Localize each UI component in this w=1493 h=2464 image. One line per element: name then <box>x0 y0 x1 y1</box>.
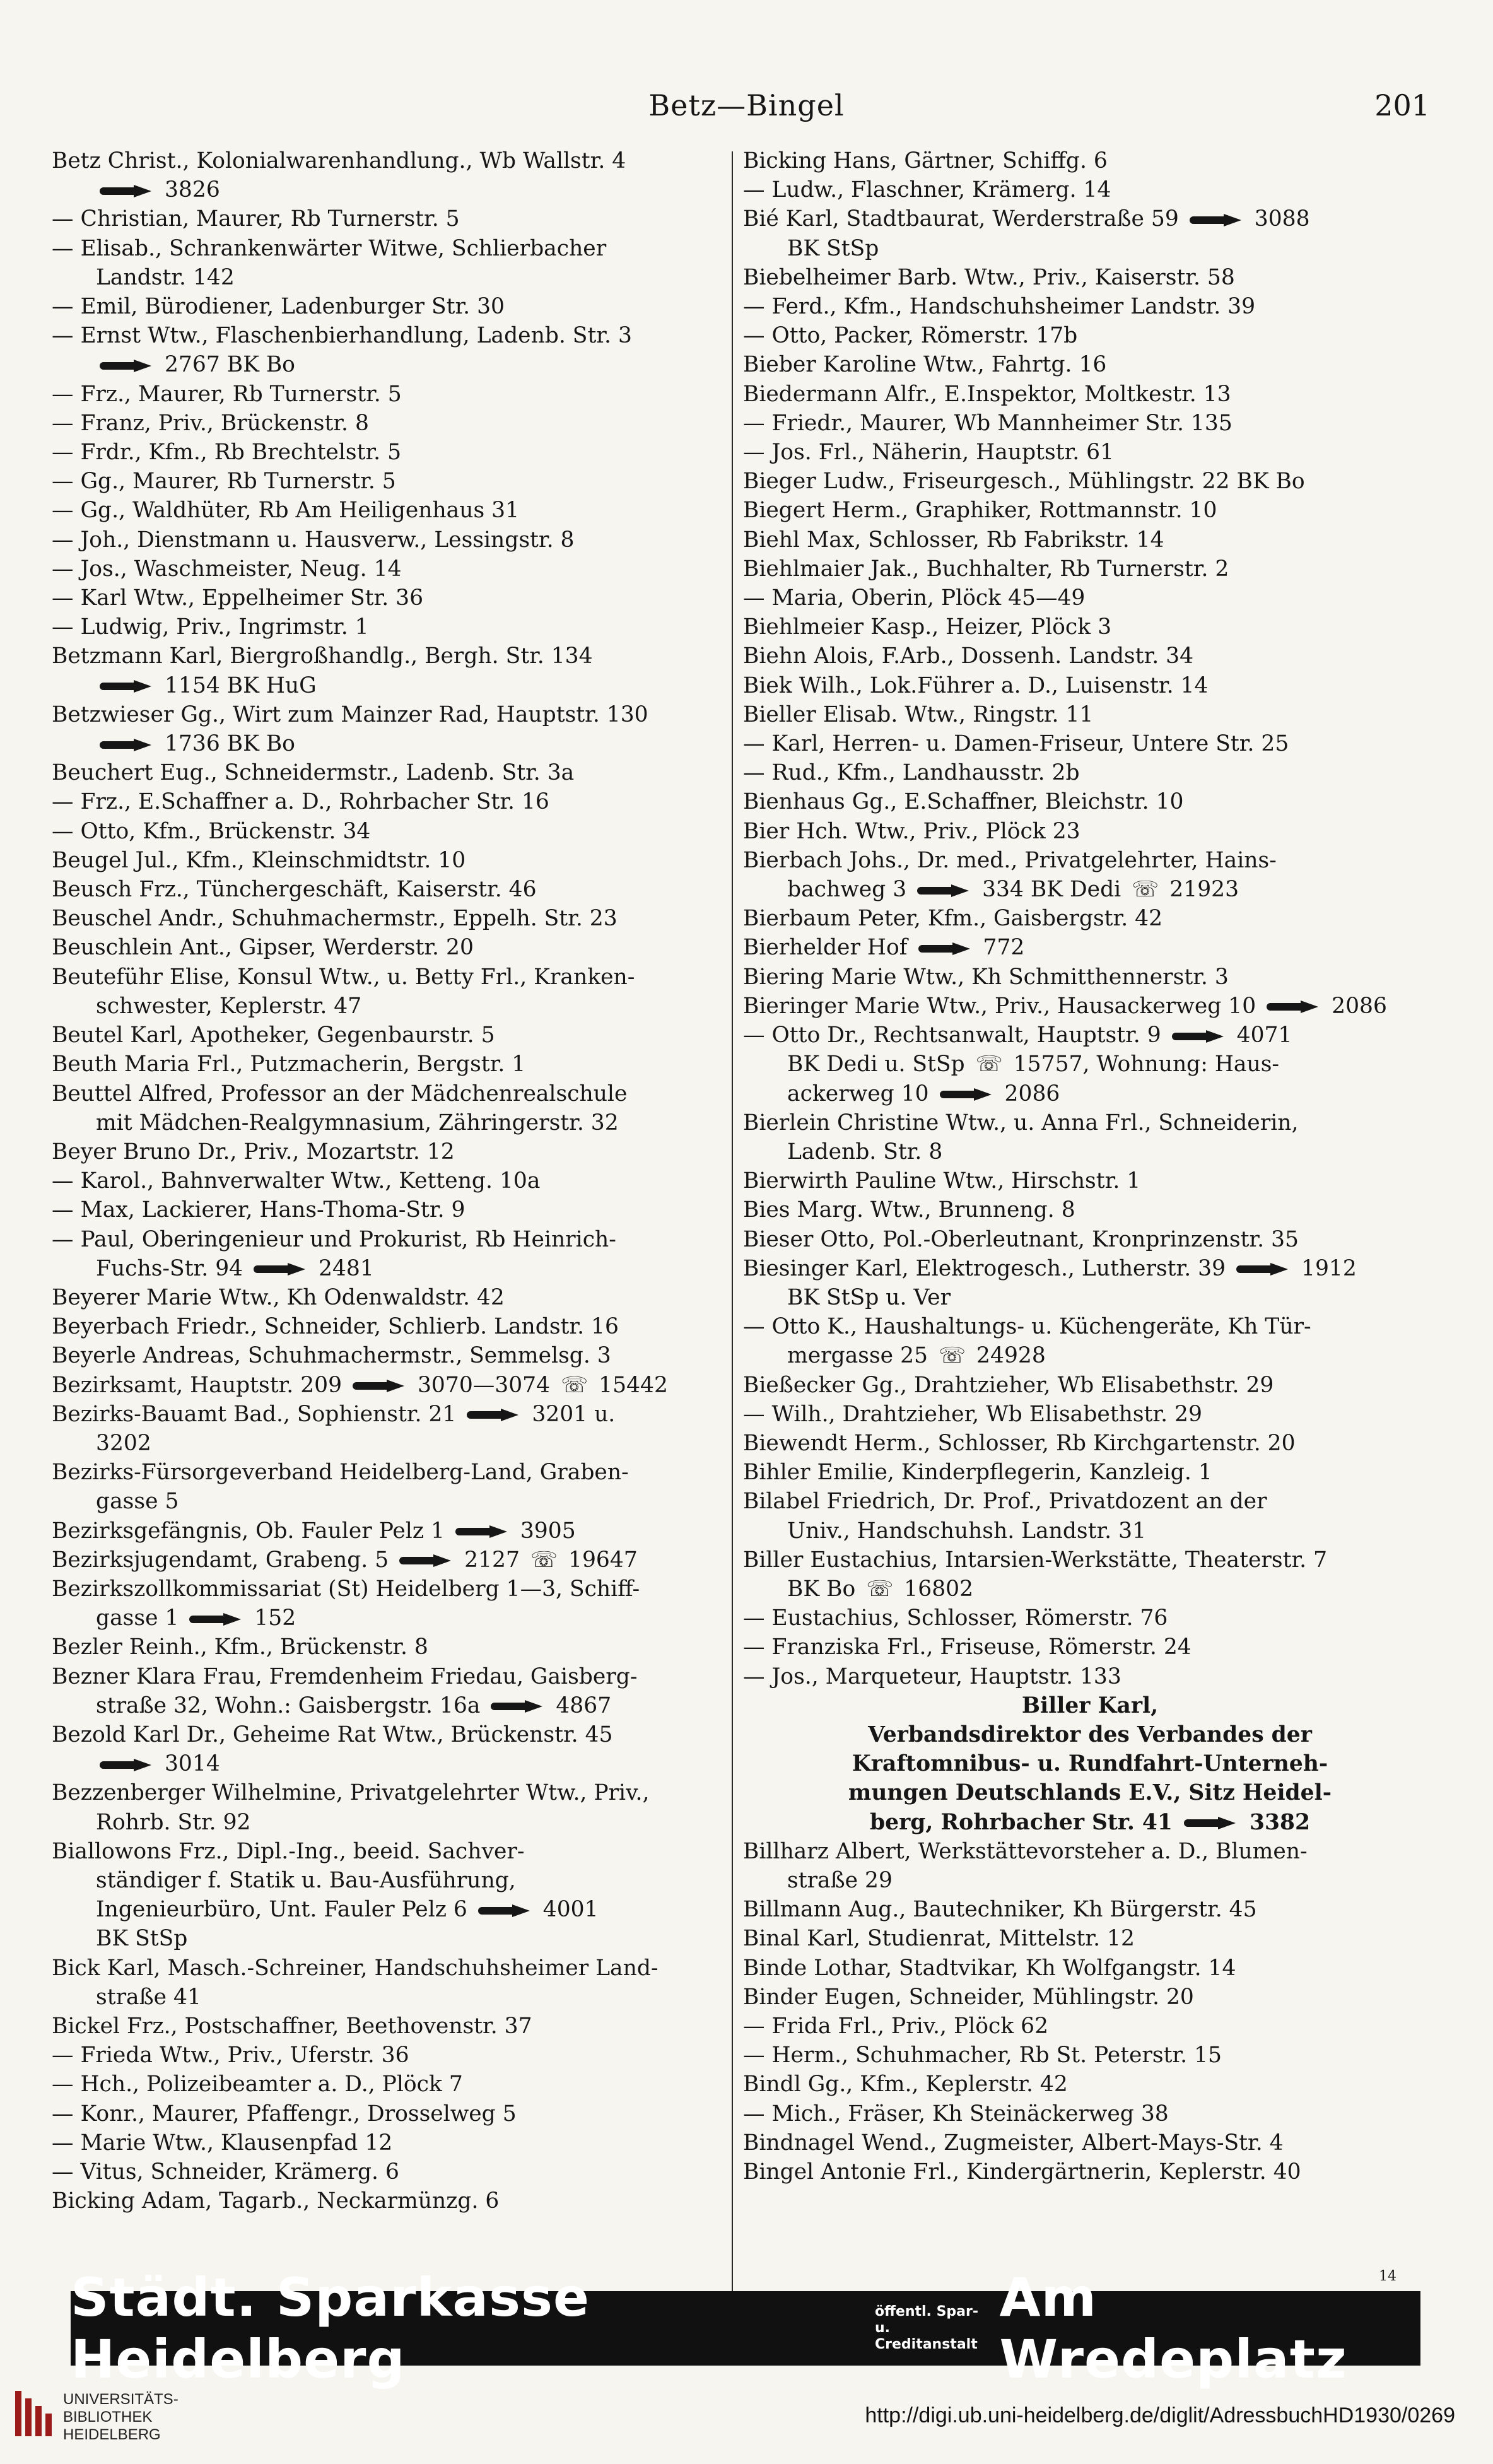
directory-entry-line: — Frdr., Kfm., Rb Brechtelstr. 5 <box>52 440 402 466</box>
directory-entry-line: 1154 BK HuG <box>52 671 727 700</box>
directory-entry-line: mungen Deutschlands E.V., Sitz Heidel- <box>848 1780 1332 1806</box>
directory-entry-line: — Friedr., Maurer, Wb Mannheimer Str. 135 <box>743 410 1232 436</box>
directory-entry-line: Biallowons Frz., Dipl.-Ing., beeid. Sachver- <box>52 1838 525 1864</box>
directory-entry-line: Binde Lothar, Stadtvikar, Kh Wolfgangstr. 14 <box>743 1955 1236 1981</box>
column-divider <box>732 151 733 2296</box>
directory-entry-line: Bies Marg. Wtw., Brunneng. 8 <box>743 1197 1075 1223</box>
directory-entry-line: BK StSp u. Ver <box>787 1284 951 1310</box>
directory-entry-line: Bezzenberger Wilhelmine, Privatgelehrter Wtw., Priv., <box>52 1780 650 1806</box>
directory-entry-line: Bezner Klara Frau, Fremdenheim Friedau, Gaisberg- <box>52 1663 638 1689</box>
directory-entry-line: — Rud., Kfm., Landhausstr. 2b <box>743 760 1080 786</box>
directory-entry-line: gasse 5 <box>96 1489 179 1515</box>
library-line2: BIBLIOTHEK <box>63 2408 153 2426</box>
directory-entry-line: — Jos., Marqueteur, Hauptstr. 133 <box>743 1663 1121 1689</box>
telephone-icon <box>917 884 971 897</box>
telephone-icon <box>189 1613 243 1626</box>
directory-entry-line: BK Dedi u. StSp ☏ 15757, Wohnung: Haus- <box>787 1052 1280 1077</box>
directory-entry-line: Biller Karl, <box>1021 1693 1159 1718</box>
library-name <box>63 2391 179 2444</box>
telephone-icon <box>1236 1263 1291 1276</box>
directory-entry-line: Bihler Emilie, Kinderpflegerin, Kanzleig. 1 <box>743 1460 1212 1486</box>
directory-entry-line: Bezold Karl Dr., Geheime Rat Wtw., Brückenstr. 45 <box>52 1722 613 1747</box>
directory-entry-line: — Herm., Schuhmacher, Rb St. Peterstr. 15 <box>743 2043 1222 2068</box>
directory-entry-line: — Joh., Dienstmann u. Hausverw., Lessingstr. 8 <box>52 527 575 553</box>
telephone-icon <box>100 185 154 197</box>
directory-entry-line: 2767 BK Bo <box>52 350 727 379</box>
directory-entry-line: Beuschlein Ant., Gipser, Werderstr. 20 <box>52 935 474 961</box>
directory-entry-line: bachweg 3 334 BK Dedi ☏ 21923 <box>787 877 1239 903</box>
directory-entry-line: Bié Karl, Stadtbaurat, Werderstraße 59 3088 <box>743 206 1310 232</box>
directory-entry-line: — Marie Wtw., Klausenpfad 12 <box>52 2130 393 2156</box>
directory-entry-line: Bindl Gg., Kfm., Keplerstr. 42 <box>743 2072 1068 2097</box>
telephone-icon <box>1172 1030 1226 1043</box>
directory-entry-line: 3826 <box>52 175 727 204</box>
telephone-icon <box>100 680 154 693</box>
directory-entry-line: — Mich., Fräser, Kh Steinäckerweg 38 <box>743 2101 1169 2127</box>
directory-entry-line: Beyer Bruno Dr., Priv., Mozartstr. 12 <box>52 1139 455 1165</box>
directory-entry-line: Bieber Karoline Wtw., Fahrtg. 16 <box>743 352 1107 378</box>
directory-entry-line: BK StSp <box>96 1926 188 1952</box>
directory-entry-line: Billmann Aug., Bautechniker, Kh Bürgerstr. 45 <box>743 1897 1257 1923</box>
postal-check-icon: ☏ <box>938 1343 966 1369</box>
page-mark: 14 <box>1379 2268 1396 2284</box>
directory-entry-line: Kraftomnibus- u. Rundfahrt-Unterneh- <box>852 1751 1328 1777</box>
page-number: 201 <box>1374 88 1430 122</box>
directory-entry-line: Bilabel Friedrich, Dr. Prof., Privatdozent an der <box>743 1489 1267 1515</box>
directory-entry-line: Ladenb. Str. 8 <box>787 1139 943 1165</box>
directory-entry-line: — Jos. Frl., Näherin, Hauptstr. 61 <box>743 440 1115 466</box>
directory-entry-line: ständiger f. Statik u. Bau-Ausführung, <box>96 1867 516 1893</box>
directory-entry-line: Binal Karl, Studienrat, Mittelstr. 12 <box>743 1926 1135 1952</box>
directory-entry-line: — Vitus, Schneider, Krämerg. 6 <box>52 2159 399 2185</box>
telephone-icon <box>353 1380 407 1392</box>
directory-entry-line: — Frieda Wtw., Priv., Uferstr. 36 <box>52 2043 409 2068</box>
directory-entry-line: ackerweg 10 2086 <box>787 1081 1060 1106</box>
directory-entry-line: straße 29 <box>787 1867 893 1893</box>
directory-entry-line: Billharz Albert, Werkstättevorsteher a. D., Blumen- <box>743 1838 1308 1864</box>
directory-entry-line: Bicking Adam, Tagarb., Neckarmünzg. 6 <box>52 2188 500 2214</box>
directory-entry-line: Biesinger Karl, Elektrogesch., Lutherstr. 39 1912 <box>743 1255 1357 1281</box>
directory-entry-line: — Karl, Herren- u. Damen-Friseur, Untere Str. 25 <box>743 731 1289 757</box>
directory-entry-line: Bier Hch. Wtw., Priv., Plöck 23 <box>743 818 1080 844</box>
telephone-icon <box>100 739 154 751</box>
directory-entry-line: Beyerbach Friedr., Schneider, Schlierb. Landstr. 16 <box>52 1314 619 1340</box>
directory-entry-line: Bindnagel Wend., Zugmeister, Albert-Mays-Str. 4 <box>743 2130 1284 2156</box>
directory-entry-line: straße 32, Wohn.: Gaisbergstr. 16a 4867 <box>96 1693 612 1718</box>
directory-entry-line: Binder Eugen, Schneider, Mühlingstr. 20 <box>743 1984 1194 2010</box>
banner-left-text: Städt. Sparkasse Heidelberg <box>71 2267 590 2390</box>
postal-check-icon: ☏ <box>866 1576 894 1602</box>
directory-entry-line: Bieger Ludw., Friseurgesch., Mühlingstr. 22 BK Bo <box>743 469 1305 495</box>
directory-entry-line: — Max, Lackierer, Hans-Thoma-Str. 9 <box>52 1197 465 1223</box>
directory-entry-line: Bieringer Marie Wtw., Priv., Hausackerweg 10 2086 <box>743 993 1387 1019</box>
postal-check-icon: ☏ <box>1132 877 1159 903</box>
directory-entry-line: Bezler Reinh., Kfm., Brückenstr. 8 <box>52 1634 428 1660</box>
telephone-icon <box>1190 214 1244 226</box>
directory-entry-line: — Paul, Oberingenieur und Prokurist, Rb Heinrich- <box>52 1226 616 1252</box>
left-column <box>52 146 727 2215</box>
directory-entry-line: — Jos., Waschmeister, Neug. 14 <box>52 556 402 582</box>
directory-entry-line: 3202 <box>96 1430 151 1456</box>
source-url-link[interactable]: http://digi.ub.uni-heidelberg.de/diglit/AdressbuchHD1930/0269 <box>865 2403 1455 2427</box>
directory-entry-line: Bezirks-Fürsorgeverband Heidelberg-Land, Graben- <box>52 1460 629 1486</box>
directory-entry-line: — Ferd., Kfm., Handschuhsheimer Landstr. 39 <box>743 294 1256 320</box>
running-title: Betz—Bingel <box>648 88 845 122</box>
directory-entry-line: Betzmann Karl, Biergroßhandlg., Bergh. Str. 134 <box>52 643 593 669</box>
banner-mid-text <box>875 2304 987 2353</box>
telephone-icon <box>1267 1000 1321 1013</box>
digitization-footer <box>0 2372 1493 2464</box>
directory-entry-line: — Hch., Polizeibeamter a. D., Plöck 7 <box>52 2072 463 2097</box>
directory-entry-line: — Elisab., Schrankenwärter Witwe, Schlierbacher <box>52 235 607 261</box>
directory-entry-line: Bingel Antonie Frl., Kindergärtnerin, Keplerstr. 40 <box>743 2159 1301 2185</box>
telephone-icon <box>918 942 973 955</box>
directory-entry-line: — Karol., Bahnverwalter Wtw., Ketteng. 10a <box>52 1168 541 1194</box>
directory-entry-line: Betz Christ., Kolonialwarenhandlung., Wb Wallstr. 4 <box>52 148 626 173</box>
telephone-icon <box>399 1554 454 1567</box>
directory-entry-line: Univ., Handschuhsh. Landstr. 31 <box>787 1518 1147 1544</box>
directory-entry-line: Bieser Otto, Pol.-Oberleutnant, Kronprinzenstr. 35 <box>743 1226 1299 1252</box>
page-header <box>50 88 1443 132</box>
directory-entry-line: Bießecker Gg., Drahtzieher, Wb Elisabethstr. 29 <box>743 1372 1274 1398</box>
directory-entry-line: Bieller Elisab. Wtw., Ringstr. 11 <box>743 701 1094 727</box>
directory-entry-line: — Frz., Maurer, Rb Turnerstr. 5 <box>52 381 402 407</box>
directory-entry-line: 1736 BK Bo <box>52 729 727 758</box>
directory-entry-line: 3014 <box>52 1749 727 1778</box>
telephone-icon <box>478 1904 532 1917</box>
directory-entry-line: — Frz., E.Schaffner a. D., Rohrbacher Str. 16 <box>52 789 549 815</box>
banner-right-text: Am Wredeplatz <box>999 2267 1347 2390</box>
directory-entry-line: Bezirks-Bauamt Bad., Sophienstr. 21 3201 u. <box>52 1401 616 1427</box>
library-logo-icon <box>15 2391 56 2436</box>
directory-entry-line: Bienhaus Gg., E.Schaffner, Bleichstr. 10 <box>743 789 1184 815</box>
directory-entry-line: mit Mädchen-Realgymnasium, Zähringerstr. 32 <box>96 1110 619 1135</box>
directory-entry-line: Bierwirth Pauline Wtw., Hirschstr. 1 <box>743 1168 1141 1194</box>
directory-entry-line: Beusch Frz., Tünchergeschäft, Kaiserstr. 46 <box>52 877 537 903</box>
directory-entry-line: — Eustachius, Schlosser, Römerstr. 76 <box>743 1605 1168 1631</box>
directory-entry-line: Bierbach Johs., Dr. med., Privatgelehrter, Hains- <box>743 847 1277 873</box>
directory-entry-line: Landstr. 142 <box>96 264 235 290</box>
directory-entry-line: — Otto, Packer, Römerstr. 17b <box>743 323 1078 349</box>
directory-entry-line: Biedermann Alfr., E.Inspektor, Moltkestr. 13 <box>743 381 1231 407</box>
directory-entry-line: — Otto Dr., Rechtsanwalt, Hauptstr. 9 4071 <box>743 1023 1292 1048</box>
directory-entry-line: Bicking Hans, Gärtner, Schiffg. 6 <box>743 148 1108 173</box>
banner-mid-line2: Creditanstalt <box>874 2337 978 2352</box>
directory-entry-line: Bierhelder Hof 772 <box>743 935 1025 961</box>
directory-entry-line: — Otto, Kfm., Brückenstr. 34 <box>52 818 371 844</box>
banner-mid-line1: öffentl. Spar- u. <box>874 2304 978 2336</box>
directory-entry-line: — Ludwig, Priv., Ingrimstr. 1 <box>52 614 369 640</box>
directory-entry-line: — Frida Frl., Priv., Plöck 62 <box>743 2014 1049 2039</box>
directory-entry-line: Beutel Karl, Apotheker, Gegenbaurstr. 5 <box>52 1023 495 1048</box>
directory-entry-line: Betzwieser Gg., Wirt zum Mainzer Rad, Hauptstr. 130 <box>52 701 648 727</box>
directory-entry-line: Biehn Alois, F.Arb., Dossenh. Landstr. 34 <box>743 643 1194 669</box>
directory-entry-line: mergasse 25 ☏ 24928 <box>787 1343 1046 1369</box>
directory-entry-line: Bezirksamt, Hauptstr. 209 3070—3074 ☏ 15442 <box>52 1372 668 1398</box>
directory-entry-line: gasse 1 152 <box>96 1605 296 1631</box>
telephone-icon <box>1184 1817 1238 1829</box>
telephone-icon <box>467 1409 521 1421</box>
directory-entry-line: — Ernst Wtw., Flaschenbierhandlung, Ladenb. Str. 3 <box>52 323 632 349</box>
directory-entry-line: — Maria, Oberin, Plöck 45—49 <box>743 585 1086 611</box>
postal-check-icon: ☏ <box>975 1052 1003 1077</box>
directory-entry-line: — Wilh., Drahtzieher, Wb Elisabethstr. 29 <box>743 1401 1202 1427</box>
library-line3: HEIDELBERG <box>63 2426 161 2443</box>
directory-entry-line: Bezirksgefängnis, Ob. Fauler Pelz 1 3905 <box>52 1518 576 1544</box>
directory-entry-line: BK StSp <box>787 235 879 261</box>
directory-entry-line: Beuttel Alfred, Professor an der Mädchenrealschule <box>52 1081 628 1106</box>
directory-entry-line: Biebelheimer Barb. Wtw., Priv., Kaiserstr. 58 <box>743 264 1235 290</box>
directory-entry-line: Beyerle Andreas, Schuhmachermstr., Semmelsg. 3 <box>52 1343 611 1369</box>
directory-entry-line: — Franz, Priv., Brückenstr. 8 <box>52 410 369 436</box>
directory-entry-line: — Gg., Maurer, Rb Turnerstr. 5 <box>52 469 396 495</box>
directory-entry-line: Bierlein Christine Wtw., u. Anna Frl., Schneiderin, <box>743 1110 1299 1135</box>
directory-entry-line: Beugel Jul., Kfm., Kleinschmidtstr. 10 <box>52 847 466 873</box>
telephone-icon <box>940 1088 994 1101</box>
telephone-icon <box>100 1759 154 1771</box>
directory-entry-line: Ingenieurbüro, Unt. Fauler Pelz 6 4001 <box>96 1897 599 1923</box>
directory-entry-line: Rohrb. Str. 92 <box>96 1809 251 1835</box>
directory-entry-line: Biehlmaier Jak., Buchhalter, Rb Turnerstr. 2 <box>743 556 1229 582</box>
directory-entry-line: schwester, Keplerstr. 47 <box>96 993 362 1019</box>
directory-entry-line: — Gg., Waldhüter, Rb Am Heiligenhaus 31 <box>52 498 520 524</box>
directory-entry-line: Bick Karl, Masch.-Schreiner, Handschuhsheimer Land- <box>52 1955 659 1981</box>
directory-entry-line: Biek Wilh., Lok.Führer a. D., Luisenstr. 14 <box>743 672 1209 698</box>
telephone-icon <box>254 1263 308 1276</box>
directory-entry-line: Biller Eustachius, Intarsien-Werkstätte, Theaterstr. 7 <box>743 1547 1328 1573</box>
directory-entry-line: berg, Rohrbacher Str. 41 3382 <box>870 1809 1310 1835</box>
telephone-icon <box>100 360 154 372</box>
directory-entry-line: Beuth Maria Frl., Putzmacherin, Bergstr. 1 <box>52 1052 526 1077</box>
directory-entry-line: Biehlmeier Kasp., Heizer, Plöck 3 <box>743 614 1112 640</box>
directory-entry-line: BK Bo ☏ 16802 <box>787 1576 974 1602</box>
directory-entry-line: — Konr., Maurer, Pfaffengr., Drosselweg 5 <box>52 2101 517 2127</box>
directory-entry-line: — Karl Wtw., Eppelheimer Str. 36 <box>52 585 424 611</box>
directory-entry-line: Biehl Max, Schlosser, Rb Fabrikstr. 14 <box>743 527 1164 553</box>
directory-entry-line: Biering Marie Wtw., Kh Schmitthennerstr. 3 <box>743 964 1229 990</box>
directory-entry-line: Bezirkszollkommissariat (St) Heidelberg 1—3, Schiff- <box>52 1576 640 1602</box>
directory-entry-line: Bierbaum Peter, Kfm., Gaisbergstr. 42 <box>743 906 1163 932</box>
directory-entry-line: Bickel Frz., Postschaffner, Beethovenstr. 37 <box>52 2014 532 2039</box>
directory-entry-line: Biegert Herm., Graphiker, Rottmannstr. 10 <box>743 498 1217 524</box>
directory-entry-line: — Christian, Maurer, Rb Turnerstr. 5 <box>52 206 460 232</box>
directory-entry-line: — Ludw., Flaschner, Krämerg. 14 <box>743 177 1111 203</box>
library-line1: UNIVERSITÄTS- <box>63 2391 179 2408</box>
directory-entry-line: Beyerer Marie Wtw., Kh Odenwaldstr. 42 <box>52 1284 505 1310</box>
telephone-icon <box>455 1525 510 1538</box>
directory-entry-line: — Emil, Bürodiener, Ladenburger Str. 30 <box>52 294 505 320</box>
directory-entry-line: Bezirksjugendamt, Grabeng. 5 2127 ☏ 19647 <box>52 1547 638 1573</box>
telephone-icon <box>491 1700 545 1713</box>
directory-entry-line: Fuchs-Str. 94 2481 <box>96 1255 374 1281</box>
directory-entry-line: straße 41 <box>96 1984 201 2010</box>
right-column <box>743 146 1437 2186</box>
directory-entry-line: — Franziska Frl., Friseuse, Römerstr. 24 <box>743 1634 1191 1660</box>
directory-entry-line: Verbandsdirektor des Verbandes der <box>868 1722 1312 1747</box>
directory-entry-line: Beuteführ Elise, Konsul Wtw., u. Betty Frl., Kranken- <box>52 964 635 990</box>
directory-entry-line: Beuchert Eug., Schneidermstr., Ladenb. Str. 3a <box>52 760 575 786</box>
directory-entry-line: — Otto K., Haushaltungs- u. Küchengeräte, Kh Tür- <box>743 1314 1311 1340</box>
postal-check-icon: ☏ <box>561 1372 588 1398</box>
postal-check-icon: ☏ <box>530 1547 558 1573</box>
directory-entry-line: Beuschel Andr., Schuhmachermstr., Eppelh. Str. 23 <box>52 906 618 932</box>
directory-entry-line: Biewendt Herm., Schlosser, Rb Kirchgartenstr. 20 <box>743 1430 1296 1456</box>
